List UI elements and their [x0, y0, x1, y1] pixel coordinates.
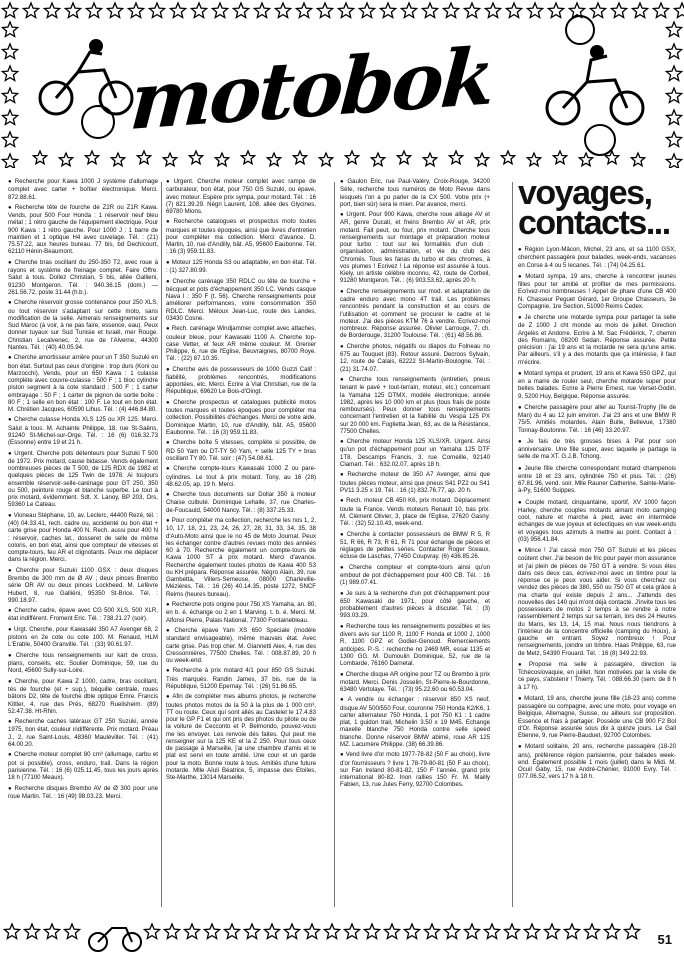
classified-ad — [166, 218, 316, 255]
bullet-icon: ● — [340, 472, 346, 479]
ad-text: Je suis à la recherche d'un pot d'échappement pour 650 Kawasaki de 1971, pour côté gauche, et probablement d'autres pièces à discuter. Tél. : (3) 993.03.29. — [340, 589, 490, 620]
bullet-icon: ● — [8, 626, 12, 633]
bullet-icon: ● — [8, 567, 14, 574]
bullet-icon: ● — [340, 498, 345, 505]
motorcycle-rider-left-icon — [40, 39, 132, 114]
ad-text: Cherche renseignements sur mod. et adaptation de cadre enduro avec mono 4T trail. Les problèmes rencontrés pendant la construction et au cours de l'utilisation et comment se procurer le cadre et le moteur. J'ai des pièces KTM 76 à vendre. Ecrivez-moi nombreux. Réponse assurée. Olivier Larrouge, 7, ch. de Borderouge, 31200 Toulouse. Tél. : (61) 48.56.86. — [340, 287, 490, 340]
column-divider — [161, 182, 162, 907]
classified-ad — [340, 178, 490, 208]
star-icon — [666, 154, 681, 168]
star-icon — [632, 3, 647, 18]
classified-ad — [166, 667, 316, 690]
star-icon — [254, 3, 269, 18]
bullet-icon: ● — [8, 355, 12, 362]
ads-column-1 — [8, 178, 158, 913]
ad-text: Recherche tous les renseignements possibles et les divers avis sur 1100 R, 1100 F Honda et 1000 J, 1000 R, 1100 GPZ et Godier-Genoud. Remerciements anticipés. P.-S. : recherche no 2469 MR, essai 1135 et 1300 GG. M. Dumoulin Dominique, 52, rue de la Lombarde, 76160 Darnetal. — [340, 622, 490, 668]
classified-ad — [166, 627, 316, 664]
bullet-icon: ● — [518, 404, 523, 411]
star-icon — [501, 151, 514, 164]
ad-text: Pour compléter ma collection, recherche les nos 1, 2, 10, 17, 18, 21, 23, 24, 26, 27, 28, 31, 33, 34, 35, 38 d'Auto-Moto ainsi que le no 45 de Moto Journal. Peux les échanger contre d'autres revues moto des années 60 à 70. Recherche également un compte-tours de Kawa 1000 ST à prix motard. Merci d'avance. Recherche également toutes photos de Kawa 400 S3 ou KH prépara. Réponse assurée. Négro Alain, 39, rue Gambetta, Villers-Semeuse, 08000 Charleville-Mézières. Tél. : 16 (26) 40.14.35, poste 1272, SNCF Reims (heures bureau). — [166, 517, 316, 598]
star-icon — [296, 3, 311, 18]
star-icon — [33, 151, 46, 164]
classified-ad — [518, 661, 676, 691]
star-icon — [484, 924, 499, 939]
star-icon — [2, 66, 17, 81]
star-icon — [338, 3, 353, 18]
star-icon — [424, 924, 439, 939]
bullet-icon: ● — [166, 278, 171, 285]
bullet-icon: ● — [340, 439, 345, 446]
ad-text: Cherche épave Yam XS 650 Spéciale (modèle standard envisageable), même mauvais état. Avec carte grise. Pas trop cher. M. Giannetti Alex, 4, rue des Cressonnières, 77500 Chelles. Tél. : 008.87.89, 20 h ou week-end. — [166, 627, 316, 664]
ad-text: Cherche moteur Honda 125 XLS/XR. Urgent. Ainsi qu'un pot d'échappement pour un Yamaha 125 DTF 1T8. Descamps Francis, 3, rue Corneille, 92140 Clamart. Tél. : 632.02.07, après 18 h. — [340, 438, 490, 468]
contacts-list — [518, 246, 676, 781]
ad-text: Motard sympa et prudent, 19 ans et Kawa 550 GPZ, qui en a marre de rouler seul, cherche motarde super pour belles balades. Ecrire à Pierre Ernest, rue Verset-Godin, 9, 5200 Huy, Belgique. Réponse assurée. — [518, 369, 676, 400]
ad-text: Cherche prospectus et catalogues publicité motos toutes marques et toutes époques pour compléter ma collection. Possibilités d'échanges. Merci de votre aide. Dominique Martin, 10, rue d'Andilly, bât. A5, 95600 Eaubonne. Tél. : 16 (3) 959.11.83. — [166, 398, 316, 436]
classified-ad — [8, 751, 158, 781]
ad-text: Jeune fille cherche correspondant motard champenois entre 18 et 23 ans, cylindrée 750 et plus. Tél. : (26) 67.81.96, vend. soir. Mlle Rauner Catherine, Sainte-Marie-à-Py, 51600 Suippes. — [518, 464, 676, 495]
bullet-icon: ● — [518, 695, 523, 702]
star-icon — [423, 153, 436, 166]
ad-text: Vend livre d'or moto 1977-78-82 (50 F au choix), livre d'or fournisseurs ? livre 1 78-79-80-81 (50 F au choix), sur Fan Ireland 80-81-82, 150 F l'année, grand prix international 80-82. Inon rallies 150 Fr. M. Mailly Fabien, 13, rue Jules Ferry, 92700 Colombes. — [340, 751, 490, 789]
star-icon — [579, 153, 592, 166]
ad-text: Recherche pots origine pour 75ti XS Yamaha, an. 80, en b. é. échange ou 2 en 1 Marving. t. b. é. Merci. M. Alfonsi Pierre, Palais National, 77300 Fontainebleau. — [166, 601, 316, 624]
bullet-icon: ● — [340, 671, 344, 678]
star-icon — [144, 924, 159, 939]
star-icon — [241, 151, 254, 164]
classified-ad — [340, 497, 490, 527]
classified-ad — [340, 288, 490, 340]
classified-ad — [340, 376, 490, 435]
bullet-icon: ● — [518, 273, 524, 280]
bullet-icon: ● — [8, 512, 12, 519]
ad-text: Recherche caches latéraux GT 250 Suzuki, année 1975, bon état, couleur indifférente. Prix motard. Préau J., 2, rue Saint-Louis, 48360 Mauléviller. Tél. : (41) 64.00.20. — [8, 718, 158, 748]
classified-ad — [518, 273, 676, 310]
star-icon — [59, 153, 72, 166]
bullet-icon: ● — [340, 288, 345, 295]
star-icon — [359, 3, 374, 18]
star-icon — [524, 924, 539, 939]
bullet-icon: ● — [8, 417, 13, 424]
ad-text: Cherche passagère pour aller au Tourist-Trophy (île de Man) du 4 au 12 juin environ. J'ai 23 ans et une BMW R 75/5. Amitiés motardes. Alain Bulle, Bellevue, 17380 Tonnay-Boutonne. Tél. : 16 (46) 33.20.97. — [518, 403, 676, 434]
ad-text: Cherche bras oscillant du 250-350 T2, avec roue à rayons et système de freinage complet. Faire Offre. Salut à tous. Dollez Christian, 5 bis, allée Gallieni, 91230 Montgeron. Tél. : 940.36.15 (dom.) — 261.56.72, poste 31.44 (h.b.). — [8, 258, 158, 296]
star-icon — [64, 924, 79, 939]
ad-text: Afin de compléter mes albums photos, je recherche toutes photos motos de la 50 à la plus de 1 000 cm³, TT ou route. Ceux qui sont allés au Castelet le 17.4.83 pour le GP F1 et qui ont pris des photos du pilote ou de la voiture de Cecconto et P. Belmondo, pouvez-vous me les envoyer. Les renvoie dès faites. Qui peut me renseigner sur la 125 KE et la Z 250. Pour tous ceux de passage à Marseille, j'ai une chambre d'amis et le plat est servi en toute amitié. Une cour et un garde pour la moto. Bonne route à tous. Amitiés d'une future motarde. Mlle Aïuli Béatrice, 5, impasse des Etoiles, Ste-Marthe, 13014 Marseille. — [166, 693, 316, 782]
classified-ad — [518, 499, 676, 544]
star-icon — [527, 153, 540, 166]
ad-text: Cherche compteur et compte-tours ainsi qu'un embout de pot d'échappement pour 400 CB. Tél. : 16 (1) 989.07.41. — [340, 563, 490, 587]
star-icon — [264, 924, 279, 939]
classified-ad — [340, 471, 490, 494]
classified-ad — [166, 325, 316, 362]
star-icon — [189, 151, 202, 164]
classified-ad — [166, 278, 316, 323]
star-icon — [44, 924, 59, 939]
star-icon — [324, 924, 339, 939]
ad-text: Cherche photos, négatifs ou diapos du Folneau no 675 au Touquet (83). Retour assuré. Decroos Sylvain, 12, route de Calais, 62222 St-Martin-Boulogne. Tél. : (21) 31.74.07. — [340, 342, 490, 373]
ad-text: Cherche tous renseignements sur kart de cross, plans, conseils, etc. Soulier Dominique, 59, rue du Nord, 45600 Sully-sur-Loire. — [8, 651, 158, 675]
bullet-icon: ● — [518, 499, 524, 506]
star-icon — [397, 151, 410, 164]
star-icon — [304, 924, 319, 939]
star-icon — [212, 3, 227, 18]
ad-text: Recherche catalogues et prospectus moto toutes marques et toutes époques, ainsi que livres d'entretien pour compléter ma collection. Merci d'avance. D. Martin, 10, rue d'Andilly, bât. A5, 95600 Eaubonne. Tél. : 16 (3) 959.11.83. — [166, 218, 316, 256]
star-icon — [149, 3, 164, 18]
ad-text: Urgent. Cherche pots détenteurs pour Suzuki T 500 de 1972. Prix motard, cause bidasse. Vends également nombreuses pièces de T 500, de 125 RDX de 1982 et quelques pièces de 125 Twin de 1978. Ai toujours ensemble réservoir-selle-carénage pour GT 250, 350 ou 500, peinture rouge et blanche superbe. Le tout à prix motard, évidemment. Sdt. X. Lanoy, BP 203, Ors, 59360 Le Cateau. — [8, 449, 158, 509]
motorcycle-footer-icon — [89, 928, 141, 951]
star-icon — [164, 924, 179, 939]
star-icon — [275, 3, 290, 18]
ad-text: Recherche moteur de 350 A7 Avenger, ainsi que toutes pièces moteur, ainsi que pneus S41 PZ2 ou S41 PV11 3.25 x 19. Tél. : 16 (1) 832.76.77, ap. 20 h. — [340, 471, 490, 494]
bullet-icon: ● — [340, 590, 345, 597]
classified-ad — [518, 695, 676, 740]
classified-ad — [8, 259, 158, 296]
classified-ad — [166, 491, 316, 514]
motobok-logo: motobok — [127, 31, 495, 148]
classified-ad — [8, 416, 158, 446]
star-icon — [233, 3, 248, 18]
ad-text: Cherche tous documents sur Dollar 350 à moteur Chaise culbuté. Dominique Lehalle, 37, rue Charles-de-Foucauld, 54000 Nancy. Tél. : (8) 337.25.33. — [166, 491, 316, 514]
star-icon — [401, 3, 416, 18]
ad-text: Recherche disques Brembo AV de Ø 300 pour une roue Martin. Tél. : 16 (49) 98.03.23. Merci. — [8, 784, 158, 800]
star-icon — [86, 3, 101, 18]
star-icon — [2, 88, 17, 103]
star-icon — [2, 44, 17, 59]
star-icon — [2, 132, 17, 147]
ad-text: Motard, 19 ans, cherche jeune fille (18-23 ans) comme passagère ou compagne, avec une moto, pour voyage en Belgique, Allemagne, Suisse, ou ailleurs sur proposition. Essence et frais à partager. Possède une CB 900 F2 Bol d'Or. Réponse assurée sous dix à quinze jours. Le Gall Etienne, 9, rue Pierre-Bauduet, 92700 Colombes. — [518, 694, 676, 739]
ad-text: Recherche pour Kawa 1000 J système d'allumage complet avec carter + boîtier électronique. Merci. 872.88.61. — [8, 178, 158, 201]
bullet-icon: ● — [166, 219, 172, 226]
classified-ad — [8, 299, 158, 351]
star-icon — [319, 153, 332, 166]
star-icon — [170, 3, 185, 18]
bullet-icon: ● — [166, 694, 171, 701]
bullet-icon: ● — [340, 752, 344, 759]
bullet-icon: ● — [166, 602, 170, 609]
ad-text: Cherche amortisseur arrière pour un T 350 Suzuki en bon état. Surtout pas ceux d'origine : trop durs (Koni ou Marzocchi). Vends, pour un 650 Kawa : 1 culasse complète avec couvre-culasse : 500 F ; 1 bloc cylindre piston segment à la cote standard : 500 F ; 1 carter embrayage : 50 F ; 1 carter de pignon de sortie boîte : 80 F ; 1 selle en bon état : 100 F. Le tout en bon état. M. Chrétien Jacques, 60590 Lihus. Tél. : (4) 446.84.80. — [8, 354, 158, 413]
bullet-icon: ● — [340, 377, 347, 383]
bullet-icon: ● — [518, 661, 527, 668]
classified-ad — [518, 547, 676, 657]
bullet-icon: ● — [8, 608, 13, 615]
star-icon — [464, 924, 479, 939]
star-icon — [653, 3, 668, 18]
bullet-icon: ● — [340, 179, 346, 185]
classified-ad — [166, 399, 316, 436]
star-icon — [163, 153, 176, 166]
ad-text: Motard sympa, 19 ans, cherche à rencontrer jeunes filles pour ter amitié et profiter de mes permissions. Ecrivez-moi nombreuses ! Appel de phare d'une CB 400 N. Chasseur Peguet Gérard, 1er Groupe Chasseurs, 3e Compagnie, 1re Section, 51090 Reims Cedex. — [518, 272, 676, 310]
star-icon — [85, 151, 98, 164]
star-icon — [2, 22, 17, 37]
classified-ad — [166, 465, 316, 488]
classified-ad — [166, 517, 316, 598]
classified-ad — [166, 366, 316, 396]
ad-text: Recherche tête de fourche de Z2R ou Z1R Kawa. Vends, pour 500 Four Honda : 1 réservoir neuf bleu métal ; 1 rétro gauche de l'équipement électrique. Pour 900 Kawa : 1 rétro gauche. Pour 1000 J : 1 barre de maintien et 1 optique H4 avec cuvelage. Tél. : (21) 75.57.22, aux heures bureau. 77 bis, bd Dechicourt, 62110 Hénin-Beaumont. — [8, 203, 158, 256]
star-icon — [485, 3, 500, 18]
ad-text: Urgent. Cherche moteur complet avec rampe de carburateur, bon état, pour 750 GS Suzuki, ou épave, avec moteur. Espère prix sympa, pour motard. Tél. : 16 (7) 821.39.29. Négri Laurent, 108, allée des Glycines, 69780 Mions. — [166, 178, 316, 215]
bullet-icon: ● — [8, 752, 13, 759]
bullet-icon: ● — [518, 438, 526, 445]
star-icon — [137, 151, 150, 164]
star-icon — [404, 924, 419, 939]
classified-ad — [8, 204, 158, 256]
ad-text: Cherche avis de possesseurs de 1000 Guzzi Calif : fiabilité, problèmes rencontrés, modifications apportées, etc. Merci. Ecrire à Vial Christian, rue de la République, 69620 Le Bois-d'Oingt. — [166, 365, 316, 396]
star-icon — [666, 66, 681, 81]
ad-text: Je fais de très grosses bises à Pat pour son anniversaire. Une fille super, avec laquelle je partage la selle de ma XT. G.J.B. Tchong. — [518, 437, 676, 461]
star-icon — [504, 924, 519, 939]
bullet-icon: ● — [8, 450, 13, 457]
bullet-icon: ● — [518, 744, 523, 751]
classified-ad — [8, 512, 158, 564]
classified-ad — [8, 718, 158, 748]
motorcycle-rider-right-icon — [547, 45, 643, 124]
classified-ad — [340, 590, 490, 620]
ad-text: Cherche moteur complet 80 cm³ (allumage, carbu et pot si possible), cross, enduro, trail. Dans la région parisienne. Tél. : 16 (6) 025.11.45, tous les jours après 18 h (77100 Meaux). — [8, 751, 158, 782]
ad-text: Rech. carénage Windjammer complet avec attaches, couleur bleue, pour Kawasaki 1100 A. Cherche top-case Vetter, et feux AR même couleur. M. Grenier Philippe, 6, rue de l'Eglise, Beuvraignes, 80700 Roye. Tél. : (22) 87.10.35. — [166, 325, 316, 363]
ad-text: Urgt. Cherche, pour Kawasaki 350 A7 Avenger 68, 2 pistons en 2e cote ou cote 100. M. Renaud, HLM L'Erable, 50400 Granville. Tél. : (33) 90.61.97. — [8, 625, 158, 649]
star-icon — [475, 153, 488, 166]
bullet-icon: ● — [8, 259, 13, 266]
star-icon — [527, 3, 542, 18]
star-icon — [464, 3, 479, 18]
star-icon — [544, 924, 559, 939]
bullet-icon: ● — [340, 531, 345, 538]
star-border — [4, 924, 639, 939]
star-icon — [631, 153, 644, 166]
star-icon — [611, 3, 626, 18]
classified-ad — [518, 246, 676, 269]
classified-ad — [8, 354, 158, 413]
classified-ad — [8, 567, 158, 604]
classified-ad — [8, 178, 158, 201]
ad-text: Cherche cadre, épave avec CG 500 XLS, 500 XLR, état indifférent. Froment Eric. Tél. : 738.21.27 (soir). — [8, 607, 158, 623]
star-icon — [317, 3, 332, 18]
ad-text: Rech. moteur CB 450 K6, prix motard. Déplacement toute la France. Vends moteurs Renault 10, bas prix. M. Clément Olivier, 3, place de l'Eglise, 27620 Gasny. Tél. : (32) 52.10.43, week-end. — [340, 497, 490, 528]
bullet-icon: ● — [518, 548, 523, 554]
star-icon — [449, 151, 462, 164]
star-icon — [4, 924, 19, 939]
star-icon — [191, 3, 206, 18]
ad-text: Cherche culasse Honda XLS 125 ou XR 125. Merci. Salut à tous. M. Achainte Philippe, 18, rue St-Saëns, 91240 St-Michel-sur-Orge. Tél. : 16 (6) 016.32.73 (Essonne) entre 19 et 21 h. — [8, 416, 158, 447]
section-title: voyages, contacts... — [518, 178, 670, 242]
bullet-icon: ● — [518, 465, 523, 472]
ad-text: Vioneau Stéphane, 10, av. Leclerc, 44400 Rezé, tél. : (40) 04.33.41, rech. cadre ou, accidenté ou bon état + carte grise pour Honda 400 N. Rech. aussi pour 400 N : réservoir, caches lat., dosseret de selle de même coloris, en bon état, ainsi que compteur de vitesses et compte-tours, feu AR et clignotants. Peux me déplacer dans la région. Merci. — [8, 511, 158, 564]
column-divider — [334, 182, 335, 907]
star-icon — [666, 88, 681, 103]
classified-ad — [166, 601, 316, 624]
star-icon — [344, 924, 359, 939]
bullet-icon: ● — [166, 326, 170, 333]
star-icon — [506, 3, 521, 18]
ad-text: Cherche réservoir grosse contenance pour 250 XLS, ou tout réservoir s'adaptant sur cette moto, sans modification de la selle. Aimerais renseignements sur Sud Maroc (à voir, à ne pas faire, essence, eau). Peux donner tuyaux sur Sud Tunisie et Israël, mer Rouge. Christian Lecalvenec, 2, rue de l'Alverne, 44300 Nantes. Tél. : (40) 40.05.94. — [8, 299, 158, 351]
classified-ad — [518, 370, 676, 400]
star-icon — [364, 924, 379, 939]
classified-ad — [340, 696, 490, 748]
classified-ad — [8, 450, 158, 509]
bullet-icon: ● — [166, 668, 171, 675]
star-icon — [590, 3, 605, 18]
star-icon — [184, 924, 199, 939]
ad-text: Couple motard, cinquantaine, sportif, XV 1000 façon Harley, cherche couples motards aimant moto camping cool, nature et marche à pied, avec en intermède échanges de vue joyeux et éclectiques en vue week-ends et voyages tous azimuts à mettre au point. Contact à : (03) 956.41.84. — [518, 498, 676, 543]
star-icon — [564, 924, 579, 939]
classified-ad — [8, 785, 158, 801]
classified-ad — [340, 438, 490, 468]
bullet-icon: ● — [340, 212, 345, 219]
column-divider — [512, 182, 513, 907]
star-icon — [380, 3, 395, 18]
star-icon — [422, 3, 437, 18]
star-icon — [23, 3, 38, 18]
page-number: 51 — [657, 932, 672, 947]
classified-ad — [340, 751, 490, 788]
star-icon — [604, 924, 619, 939]
star-icon — [284, 924, 299, 939]
star-icon — [443, 3, 458, 18]
ad-text: A vendre ou échanger : réservoir 850 XS neuf, disque AV 500/550 Four, couronne 750 Honda K2/K6, 1 carter alternateur 750 Honda, 1 pot 750 K1 : 1 cadre plat, 1 guidon trail, Michelin 3.50 x 19 M45. Echange maxelle blanche 750 Honda contre selle speed blanche. Donne réservoir BMW abimé, roue AR 125 MZ. Lacumère Philippe. (38) 66.39.86. — [340, 696, 490, 748]
ad-text: Motard solitaire, 20 ans, recherche passagère (18-20 ans), préférence région parisienne, pour balades week-end. Également possible 1 mois (juillet) dans le Midi. M. Ocuil Gaby, 15, rue André-Chénier, 91000 Evry. Tél. : 077.06.52, vers 17 h à 18 h. — [518, 743, 676, 781]
bullet-icon: ● — [166, 628, 173, 634]
classified-ad — [518, 314, 676, 366]
bullet-icon: ● — [166, 259, 170, 266]
ad-text: Région Lyon-Mâcon, Michel, 23 ans, et sa 1100 GSX, cherchent passagère pour balades, week-ends, vacances en Corse à 4 ou 5 lecanes. Tél. : (74) 04.25.61. — [518, 246, 676, 269]
bullet-icon: ● — [340, 564, 347, 571]
classified-ad — [166, 178, 316, 215]
bullet-icon: ● — [166, 366, 171, 373]
star-icon — [674, 3, 684, 18]
star-icon — [2, 154, 17, 168]
classified-ad — [340, 623, 490, 668]
ads-column-3 — [340, 178, 490, 913]
star-icon — [107, 3, 122, 18]
star-icon — [293, 151, 306, 164]
bullet-icon: ● — [8, 785, 13, 792]
bullet-icon: ● — [166, 518, 170, 525]
classified-ad — [166, 439, 316, 462]
bullet-icon: ● — [8, 204, 13, 211]
star-icon — [244, 924, 259, 939]
footer-decoration — [0, 912, 684, 956]
bullet-icon: ● — [8, 719, 13, 726]
bullet-icon: ● — [8, 179, 13, 185]
bullet-icon: ● — [166, 399, 172, 406]
bullet-icon: ● — [518, 315, 523, 321]
classified-ad — [8, 678, 158, 715]
star-icon — [224, 924, 239, 939]
bullet-icon: ● — [8, 652, 14, 659]
bullet-icon: ● — [340, 623, 345, 630]
bullet-icon: ● — [166, 492, 172, 499]
star-icon — [345, 151, 358, 164]
classified-ad — [340, 211, 490, 285]
ad-text: Mince ! J'ai cassé mon 750 GT Suzuki et les pièces coûtent cher. J'ai besoin de fric pour payer mon assurance et j'ai plein de pièces de 750 GT à vendre. Si vous êtes dans ces deux cas, écrivez-moi avec un timbre pour la réponse ce je peux vous aider. Si vous cherchez ou vendez des pièces de 380, 550 ou 750 GT et cela grâce à ma charte qui existe depuis 2 ans... J'attends des nouvelles des 140 qui m'ont déjà contacté. J'invite tous les possesseurs de motos 2 temps à se rendre à notre rassemblement 2 temps sur sa terrain, lors des 24 Heures du Mans, les 13, 14, 15 mai. Nous nous tiendrons à l'intérieur de la concentre officielle (camping du Houx), à gauche en entrant. Soyez nombreux ! Pour renseignements, joindre un timbre. Haas Philippe, 63, rue de Metz, 54390 Frouard. Tél. : 16 (8) 349.22.93. — [518, 547, 676, 657]
classified-ad — [518, 465, 676, 495]
star-icon — [128, 3, 143, 18]
bullet-icon: ● — [340, 343, 345, 350]
ad-text: Cherche compte-tours Kawasaki 1000 Z ou pare-cylindres. Le tout à prix motard. Tony, au 16 (28) 48.62.05, ap. 19 h. Merci. — [166, 465, 316, 488]
ads-column-4 — [518, 178, 676, 913]
ad-text: Cherche à contacter possesseurs de BMW R 5, R 51, R 66, R 73, R 61, R 71 pour échange de pièces et réglages de petites séries. Contacter Roger Sceaux, écluse de Laschas, 77450 Coupvray. (6) 436.85.26. — [340, 530, 490, 561]
star-icon — [371, 153, 384, 166]
star-icon — [111, 153, 124, 166]
star-icon — [44, 3, 59, 18]
classified-ad — [340, 671, 490, 694]
bullet-icon: ● — [166, 440, 171, 447]
ad-text: Gaulon Eric, rue Paul-Valéry, Croix-Rouge, 34200 Sète, recherche tous numéros de Moto Revue dans lesquels l'on a pu parler de la CX 500. Votre prix (+ port, bien sûr) sera le mien. Par avance, merci. — [340, 178, 490, 208]
classified-ad — [166, 693, 316, 781]
classified-ad — [340, 531, 490, 561]
bullet-icon: ● — [340, 697, 346, 704]
ad-text: Cherche carénage 350 RDLC ou tête de fourche + bécquet et pots d'échappement 350 LC. Vends casque Nava I : 350 F (t. 56). Cherche renseignements pour améliorer performances, voire consommation 350 RDLC. Merci. Méloux Jean-Luc, route des Landes, 03430 Cosne. — [166, 277, 316, 322]
classified-ad — [518, 404, 676, 434]
classified-ad — [8, 626, 158, 649]
classified-ad — [8, 652, 158, 675]
star-icon — [584, 924, 599, 939]
classified-ad — [166, 259, 316, 275]
star-icon — [666, 132, 681, 147]
footer-banner — [0, 912, 684, 956]
classified-ad — [340, 564, 490, 587]
star-icon — [215, 153, 228, 166]
star-icon — [666, 22, 681, 37]
ad-text: Propose ma selle à passagère, direction la Tchécoslovaquie, en juillet. Non motivées par la visite de ce pays, s'abstenir ! Thierry. Tél. : 088.66.30 (sem. de 8 h à 17 h). — [518, 660, 676, 691]
bullet-icon: ● — [8, 300, 12, 307]
star-icon — [2, 3, 17, 18]
star-icon — [553, 151, 566, 164]
ads-column-2 — [166, 178, 316, 913]
star-icon — [548, 3, 563, 18]
star-icon — [2, 110, 17, 125]
classified-ad — [340, 343, 490, 373]
ad-text: Cherche disque AR origine pour TZ ou Brembo à prix motard. Merci. Denis Josselin, St-Pierre-le-Bourdonne, 63480 Vertolaye. Tél. : (73) 95.22.60 ou 60.53.04. — [340, 670, 490, 693]
classified-ad — [518, 438, 676, 461]
bullet-icon: ● — [518, 370, 522, 377]
ad-text: Cherche tous renseignements (entretien, pneus tenant le pavé + tout-terrain, moteur, etc.) concernant la Yamaha 125 DTMX, modèle électronique, année 1982, après les 10 000 km et plus (tous frais de poste remboursés). Peux donner tous renseignements concernant l'entretien et la fiabilité du Vespa 125 PX sur 20 000 km. Foglietta Jean, 63, av. de la Résistance, 77500 Chelles. — [340, 376, 490, 435]
star-icon — [444, 924, 459, 939]
star-icon — [267, 153, 280, 166]
ad-text: Je cherche une motarde sympa pour partager la selle de Z 1000 J cht monde au mois de juillet. Direction Argelès et Andorre. Ecrire à M. Sac Frédérick, 7, chemin des Romains, 08200 Sedan. Réponse assurée. Petite précision : j'ai 19 ans et la motarde ne sera qu'une amie. Par ailleurs, s'il y a des motards que ça intéresse, il faut m'écrire. — [518, 314, 676, 366]
ad-text: Recherche à prix motard 4/1 pour 850 GS Suzuki. Très marqués. Randin James, 37 bis, rue de la République, 51200 Epernay. Tél. : (26) 51.86.65. — [166, 667, 316, 690]
classified-ad — [8, 607, 158, 623]
classified-ad — [518, 743, 676, 780]
star-icon — [24, 924, 39, 939]
bullet-icon: ● — [166, 179, 172, 185]
bullet-icon: ● — [166, 466, 172, 473]
star-icon — [624, 924, 639, 939]
star-icon — [666, 110, 681, 125]
star-icon — [204, 924, 219, 939]
bullet-icon: ● — [8, 678, 13, 685]
star-icon — [384, 924, 399, 939]
ad-text: Cherche boîte 5 vitesses, complète si possible, de RD 50 Yam ou DT-TY 50 Yam, + selle 125 TY + bras oscillant TY 80. Tél. soir : (47) 54.08.61. — [166, 439, 316, 462]
ad-text: Cherche pour Suzuki 1100 GSX : deux disques Brembo de 300 mm de Ø AV ; deux pinces Brembo série OR AV ou deux pinces Lockheed. M. Lefèvre Hubert, 8, rue Galliéni, 95350 St-Brice. Tél. : 990.18.97. — [8, 566, 158, 604]
star-icon — [666, 44, 681, 59]
ad-text: Urgent. Pour 900 Kawa, cherche roue alliage AV et AR, genre Ducati, et freins Brembo AV et AR, prix motard. Fait peut, ou four, prix motard. Cherche tous renseignements sur montage et préparation moteur pour turbo : tout sur les formalités d'un club : organisation, administration, et vie du club des Chromés. Tous les fanas du turbo et des chromes, à vos plumes ! Ecrivez ! La réponse est assurée à tous. Kiely, un artiste célèbre inconnu, 42, route de Corbeil, 91280 Montgeron. Tél. : (6) 903.53.62, après 20 h. — [340, 211, 490, 285]
ad-text: Cherche, pour Kawa Z 1000, cadre, bras oscillant, tés de fourche (et + sup.), béquille centrale, roues bâtons D2, tête de fourche dble optique Emre. Francis Kittler, 4, rue des Prés, 68270 Ruelisheim. (89) 52.47.38. Ht-Rhin. — [8, 677, 158, 715]
bullet-icon: ● — [518, 247, 523, 253]
star-icon — [65, 3, 80, 18]
ad-text: Moteur 125 Honda S3 ou adaptable, en bon état. Tél. : (1) 327.80.99. — [166, 258, 316, 275]
header-banner — [0, 0, 684, 168]
